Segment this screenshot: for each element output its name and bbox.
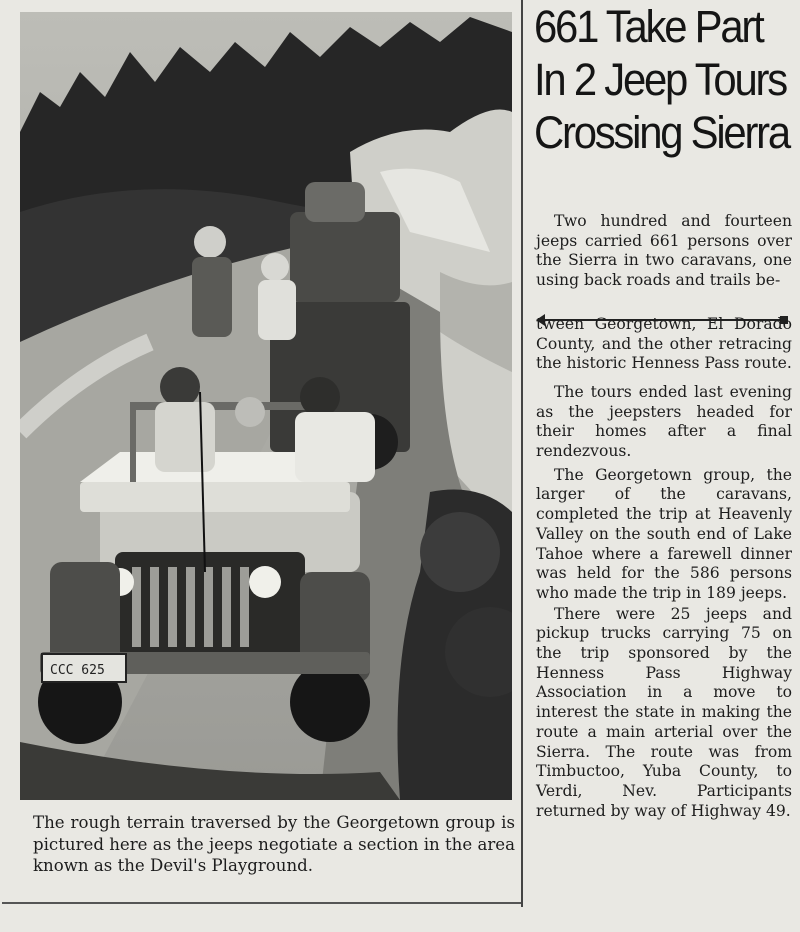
headline-line-2: In 2 Jeep Tours: [534, 54, 786, 105]
news-photo: [20, 12, 512, 800]
column-rule: [521, 0, 523, 907]
license-plate-text: CCC 625: [50, 663, 105, 678]
photo-bottom-rule: [2, 902, 521, 904]
headline: [534, 0, 789, 159]
headline-line-1: 661 Take Part: [534, 1, 763, 52]
article-paragraph-3: The Georgetown group, the larger of the caravans, completed the trip at Heavenly Valley on the south end of Lake Tahoe where a farewell dinner was held for the 586 persons who made the trip in 189 jeeps.: [536, 465, 792, 602]
article-paragraph-1a: Two hundred and fourteen jeeps carried 661 persons over the Sierra in two caravans, one using back roads and trails be-: [536, 212, 792, 290]
photo-caption: The rough terrain traversed by the Georgetown group is pictured here as the jeeps negotiate a section in the area known as the Devil's Playground.: [33, 813, 515, 875]
article-paragraph-1b: tween Georgetown, El Dorado County, and the other retracing the historic Henness Pass route.: [536, 314, 792, 373]
jeep-photo-illustration: [20, 12, 512, 800]
article-paragraph-4: There were 25 jeeps and pickup trucks carrying 75 on the trip sponsored by the Henness Pass Highway Association in a move to interest the state in making the route a main arterial over the Sierra. The route was from Timbuctoo, Yuba County, to Verdi, Nev. Participants returned by way of Highway 49.: [536, 604, 792, 820]
article-body: [536, 212, 792, 821]
headline-line-3: Crossing Sierra: [534, 107, 789, 158]
article-paragraph-2: The tours ended last evening as the jeepsters headed for their homes after a final rendezvous.: [536, 382, 792, 461]
